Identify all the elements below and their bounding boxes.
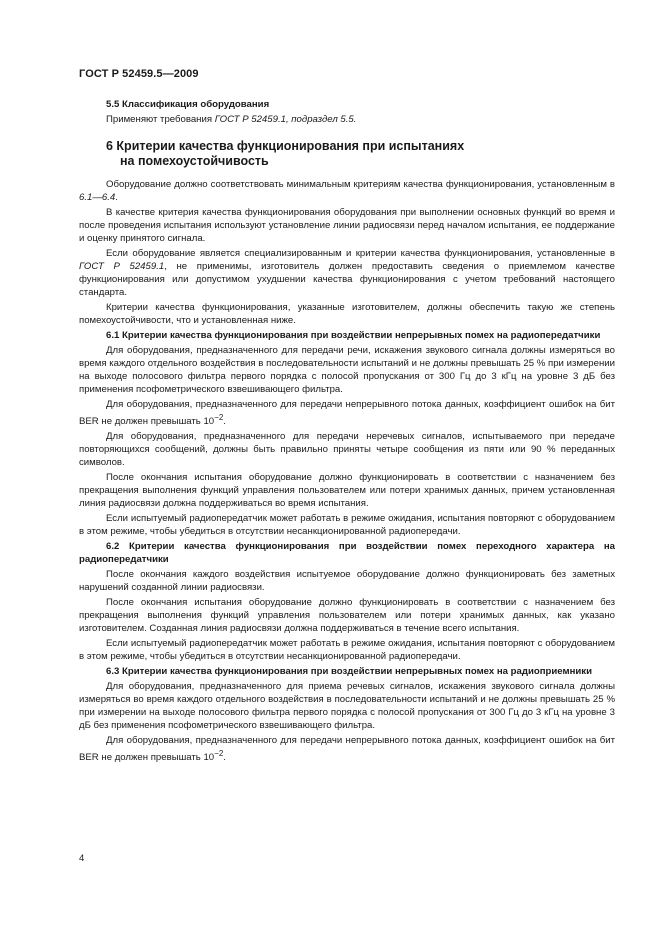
- section-6-title: 6 Критерии качества функционирования при испытаниях на помехоустойчивость: [106, 138, 465, 169]
- subsection-6-3-title: 6.3 Критерии качества функционирования при воздействии непрерывных помех на радиоприемники: [106, 665, 592, 677]
- section-6-paragraph-1: Оборудование должно соответствовать минимальным критериям качества функционирования, установленным в 6.1—6.4.: [79, 178, 615, 203]
- subsection-6-2-paragraph-2: После окончания испытания оборудование должно функционировать в соответствии с назначением без прекращения выполнения функций управления пользователем или потери хранимых данных, как указано изготовителем. Созданная линия радиосвязи должна поддерживаться в течение всего испытания.: [79, 596, 615, 634]
- section-range-reference: 6.1—6.4: [79, 191, 116, 203]
- subsection-6-3-paragraph-2: Для оборудования, предназначенного для передачи непрерывного потока данных, коэффициент ошибок на бит BER не должен превышать $10^{-2}$.: [79, 734, 615, 764]
- document-header: ГОСТ Р 52459.5—2009: [79, 68, 199, 80]
- subsection-5-5-text: Применяют требования ГОСТ Р 52459.1, подраздел 5.5.: [106, 113, 357, 125]
- subsection-6-1-paragraph-2: Для оборудования, предназначенного для передачи непрерывного потока данных, коэффициент ошибок на бит BER не должен превышать $10^{-2}$.: [79, 398, 615, 428]
- subsection-6-2-paragraph-1: После окончания каждого воздействия испытуемое оборудование должно функционировать без заметных нарушений созданной линии радиосвязи.: [79, 568, 615, 594]
- subsection-6-1-paragraph-3: Для оборудования, предназначенного для передачи неречевых сигналов, испытываемого при передаче повторяющихся сообщений, должны быть правильно приняты четыре сообщения из пяти или 90 % переданных символов.: [79, 430, 615, 469]
- subsection-6-2-paragraph-3: Если испытуемый радиопередатчик может работать в режиме ожидания, испытания повторяют с оборудованием в этом режиме, чтобы убедиться в отсутствии несанкционированной радиопередачи.: [79, 637, 615, 662]
- page-number: 4: [79, 853, 85, 864]
- subsection-6-2-title: 6.2 Критерии качества функционирования при воздействии помех переходного характера на радиопередатчики: [79, 541, 615, 566]
- subsection-5-5-title: 5.5 Классификация оборудования: [106, 99, 270, 110]
- subsection-6-1-paragraph-5: Если испытуемый радиопередатчик может работать в режиме ожидания, испытания повторяют с оборудованием в этом режиме, чтобы убедиться в отсутствии несанкционированной радиопередачи.: [79, 512, 615, 537]
- subsection-6-1-title: 6.1 Критерии качества функционирования при воздействии непрерывных помех на радиопередатчики: [106, 330, 601, 342]
- section-6-paragraph-4: Критерии качества функционирования, указанные изготовителем, должны обеспечить такую же степень помехоустойчивости, что и установленная ниже.: [79, 301, 615, 326]
- section-6-paragraph-3: Если оборудование является специализированным и критерии качества функционирования, установленные в ГОСТ Р 52459.1, не применимы, изготовитель должен предоставить сведения о приемлемом качестве функционирования или допустимом ухудшении качества функционирования с учетом требований настоящего стандарта.: [79, 247, 615, 299]
- section-6-paragraph-2: В качестве критерия качества функционирования оборудования при выполнении основных функций во время и после проведения испытания используют установление линии радиосвязи перед началом испытания, ее поддержание и оценку принятого сигнала.: [79, 206, 615, 244]
- document-body: [79, 98, 615, 764]
- standard-reference: ГОСТ Р 52459.1: [79, 260, 165, 272]
- standard-reference: ГОСТ Р 52459.1, подраздел 5.5.: [214, 113, 357, 125]
- subsection-6-3-paragraph-1: Для оборудования, предназначенного для приема речевых сигналов, искажения звукового сигнала должны измеряться во время каждого отдельного воздействия в последовательности испытаний и не должны превышать 25 % при измерении на выходе полосового фильтра первого порядка с полосой пропускания от 300 Гц до 3 кГц на уровне 3 дБ без применения псофометрического взвешивающего фильтра.: [79, 680, 615, 732]
- subsection-6-1-paragraph-4: После окончания испытания оборудование должно функционировать в соответствии с назначением без прекращения выполнения функций управления пользователем или потери хранимых данных, причем установленная линия радиосвязи должна поддерживаться во время испытания.: [79, 471, 615, 510]
- subsection-6-1-paragraph-1: Для оборудования, предназначенного для передачи речи, искажения звукового сигнала должны измеряться во время каждого отдельного воздействия в последовательности испытаний и не должны превышать 25 % при измерении на выходе полосового фильтра первого порядка с полосой пропускания от 300 Гц до 3 кГц на уровне 3 дБ без применения псофометрического взвешивающего фильтра.: [79, 344, 615, 396]
